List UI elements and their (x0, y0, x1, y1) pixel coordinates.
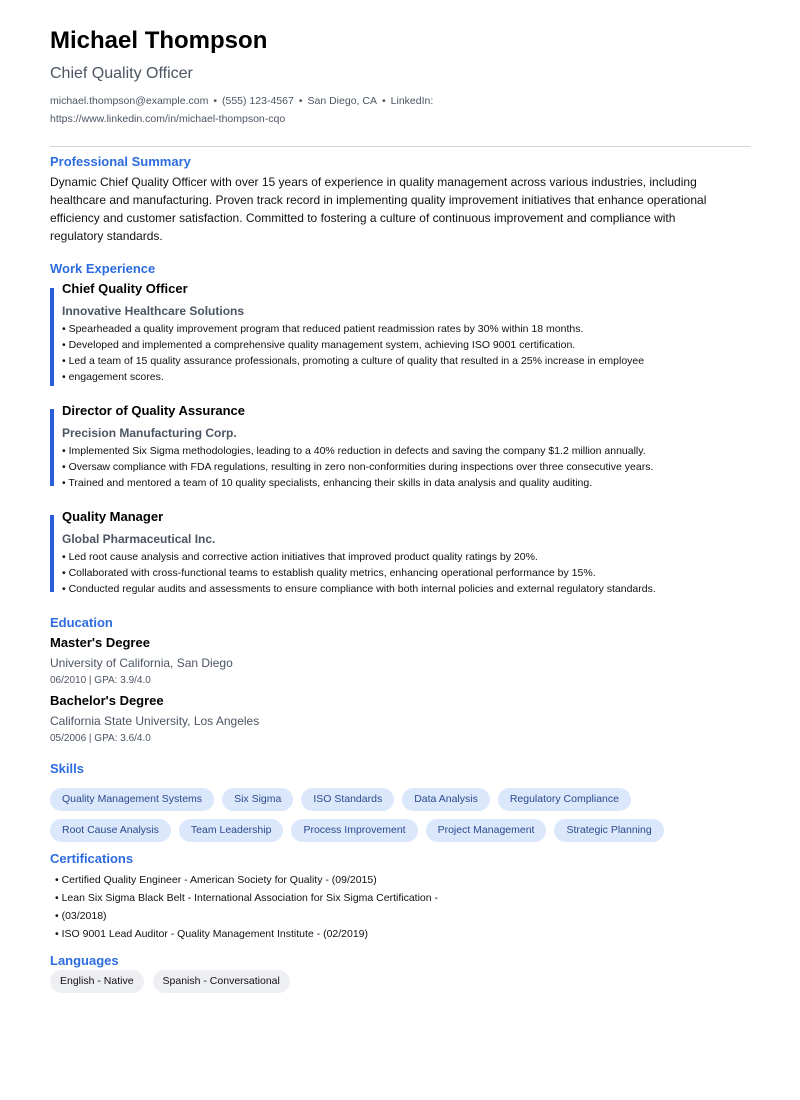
list-item: • Conducted regular audits and assessments to ensure compliance with both internal policies and external regulatory standards. (62, 581, 702, 597)
experience-heading: Work Experience (50, 261, 156, 276)
list-item: • Implemented Six Sigma methodologies, leading to a 40% reduction in defects and saving the company $1.2 million annually. (62, 443, 702, 459)
job-title: Chief Quality Officer (62, 281, 188, 296)
language-chip: Spanish - Conversational (153, 970, 290, 993)
list-item: • Developed and implemented a comprehensive quality management system, achieving ISO 9001 certification. (62, 337, 702, 353)
list-item: • Spearheaded a quality improvement program that reduced patient readmission rates by 30% within 18 months. (62, 321, 702, 337)
contact-location: San Diego, CA (307, 95, 377, 107)
education-meta: 05/2006 | GPA: 3.6/4.0 (50, 733, 151, 744)
education-degree: Bachelor's Degree (50, 693, 164, 708)
contact-linkedin-url[interactable]: https://www.linkedin.com/in/michael-thompson-cqo (50, 113, 286, 125)
job-bullets (62, 443, 702, 491)
job-title: Quality Manager (62, 509, 164, 524)
certifications-list (55, 871, 475, 943)
contact-email[interactable]: michael.thompson@example.com (50, 95, 209, 107)
list-item: • ISO 9001 Lead Auditor - Quality Management Institute - (02/2019) (55, 925, 475, 943)
skill-chip: Strategic Planning (554, 819, 663, 842)
list-item: • (03/2018) (55, 907, 475, 925)
list-item: • engagement scores. (62, 369, 702, 385)
job-bullets (62, 321, 702, 385)
job-company: Global Pharmaceutical Inc. (62, 532, 216, 546)
certifications-heading: Certifications (50, 851, 134, 866)
education-meta: 06/2010 | GPA: 3.9/4.0 (50, 675, 151, 686)
skill-chip: Team Leadership (179, 819, 284, 842)
job-company: Precision Manufacturing Corp. (62, 426, 237, 440)
list-item: • Oversaw compliance with FDA regulations, resulting in zero non-conformities during inspections over three consecutive years. (62, 459, 702, 475)
header-divider (50, 146, 751, 147)
job-title: Director of Quality Assurance (62, 403, 246, 418)
list-item: • Led a team of 15 quality assurance professionals, promoting a culture of quality that resulted in a 25% increase in employee (62, 353, 702, 369)
job-company: Innovative Healthcare Solutions (62, 304, 245, 318)
language-chip: English - Native (50, 970, 144, 993)
list-item: • Trained and mentored a team of 10 quality specialists, enhancing their skills in data analysis and quality auditing. (62, 475, 702, 491)
summary-text: Dynamic Chief Quality Officer with over 15 years of experience in quality management across various industries, including healthcare and manufacturing. Proven track record in implementing quality improvement initiatives that enhance operational efficiency and customer satisfaction. Committed to fostering a culture of continuous improvement and compliance with regulatory standards. (50, 175, 707, 243)
job-bullets (62, 549, 702, 597)
skill-chip: Quality Management Systems (50, 788, 214, 811)
education-school: California State University, Los Angeles (50, 714, 260, 728)
skill-chip: Project Management (426, 819, 547, 842)
list-item: • Collaborated with cross-functional teams to establish quality metrics, enhancing operational performance by 15%. (62, 565, 702, 581)
languages-list (50, 970, 290, 993)
candidate-title: Chief Quality Officer (50, 65, 193, 82)
languages-heading: Languages (50, 953, 119, 968)
skill-chip: Six Sigma (222, 788, 293, 811)
list-item: • Lean Six Sigma Black Belt - International Association for Six Sigma Certification - (55, 889, 475, 907)
education-degree: Master's Degree (50, 635, 150, 650)
contact-separator: • (298, 95, 303, 107)
summary-heading: Professional Summary (50, 154, 191, 169)
contact-separator: • (381, 95, 386, 107)
skill-chip: Root Cause Analysis (50, 819, 171, 842)
education-school: University of California, San Diego (50, 656, 233, 670)
candidate-name: Michael Thompson (50, 27, 268, 54)
skill-chip: ISO Standards (301, 788, 394, 811)
contact-separator: • (213, 95, 217, 107)
list-item: • Led root cause analysis and corrective action initiatives that improved product quality ratings by 20%. (62, 549, 702, 565)
skills-list (50, 788, 750, 842)
skill-chip: Regulatory Compliance (498, 788, 631, 811)
contact-phone: (555) 123-4567 (222, 95, 294, 107)
education-heading: Education (50, 615, 113, 630)
skill-chip: Process Improvement (291, 819, 417, 842)
contact-linkedin-label: LinkedIn: (390, 95, 434, 107)
skill-chip: Data Analysis (402, 788, 490, 811)
contact-info (50, 92, 550, 128)
skills-heading: Skills (50, 761, 84, 776)
list-item: • Certified Quality Engineer - American Society for Quality - (09/2015) (55, 871, 475, 889)
